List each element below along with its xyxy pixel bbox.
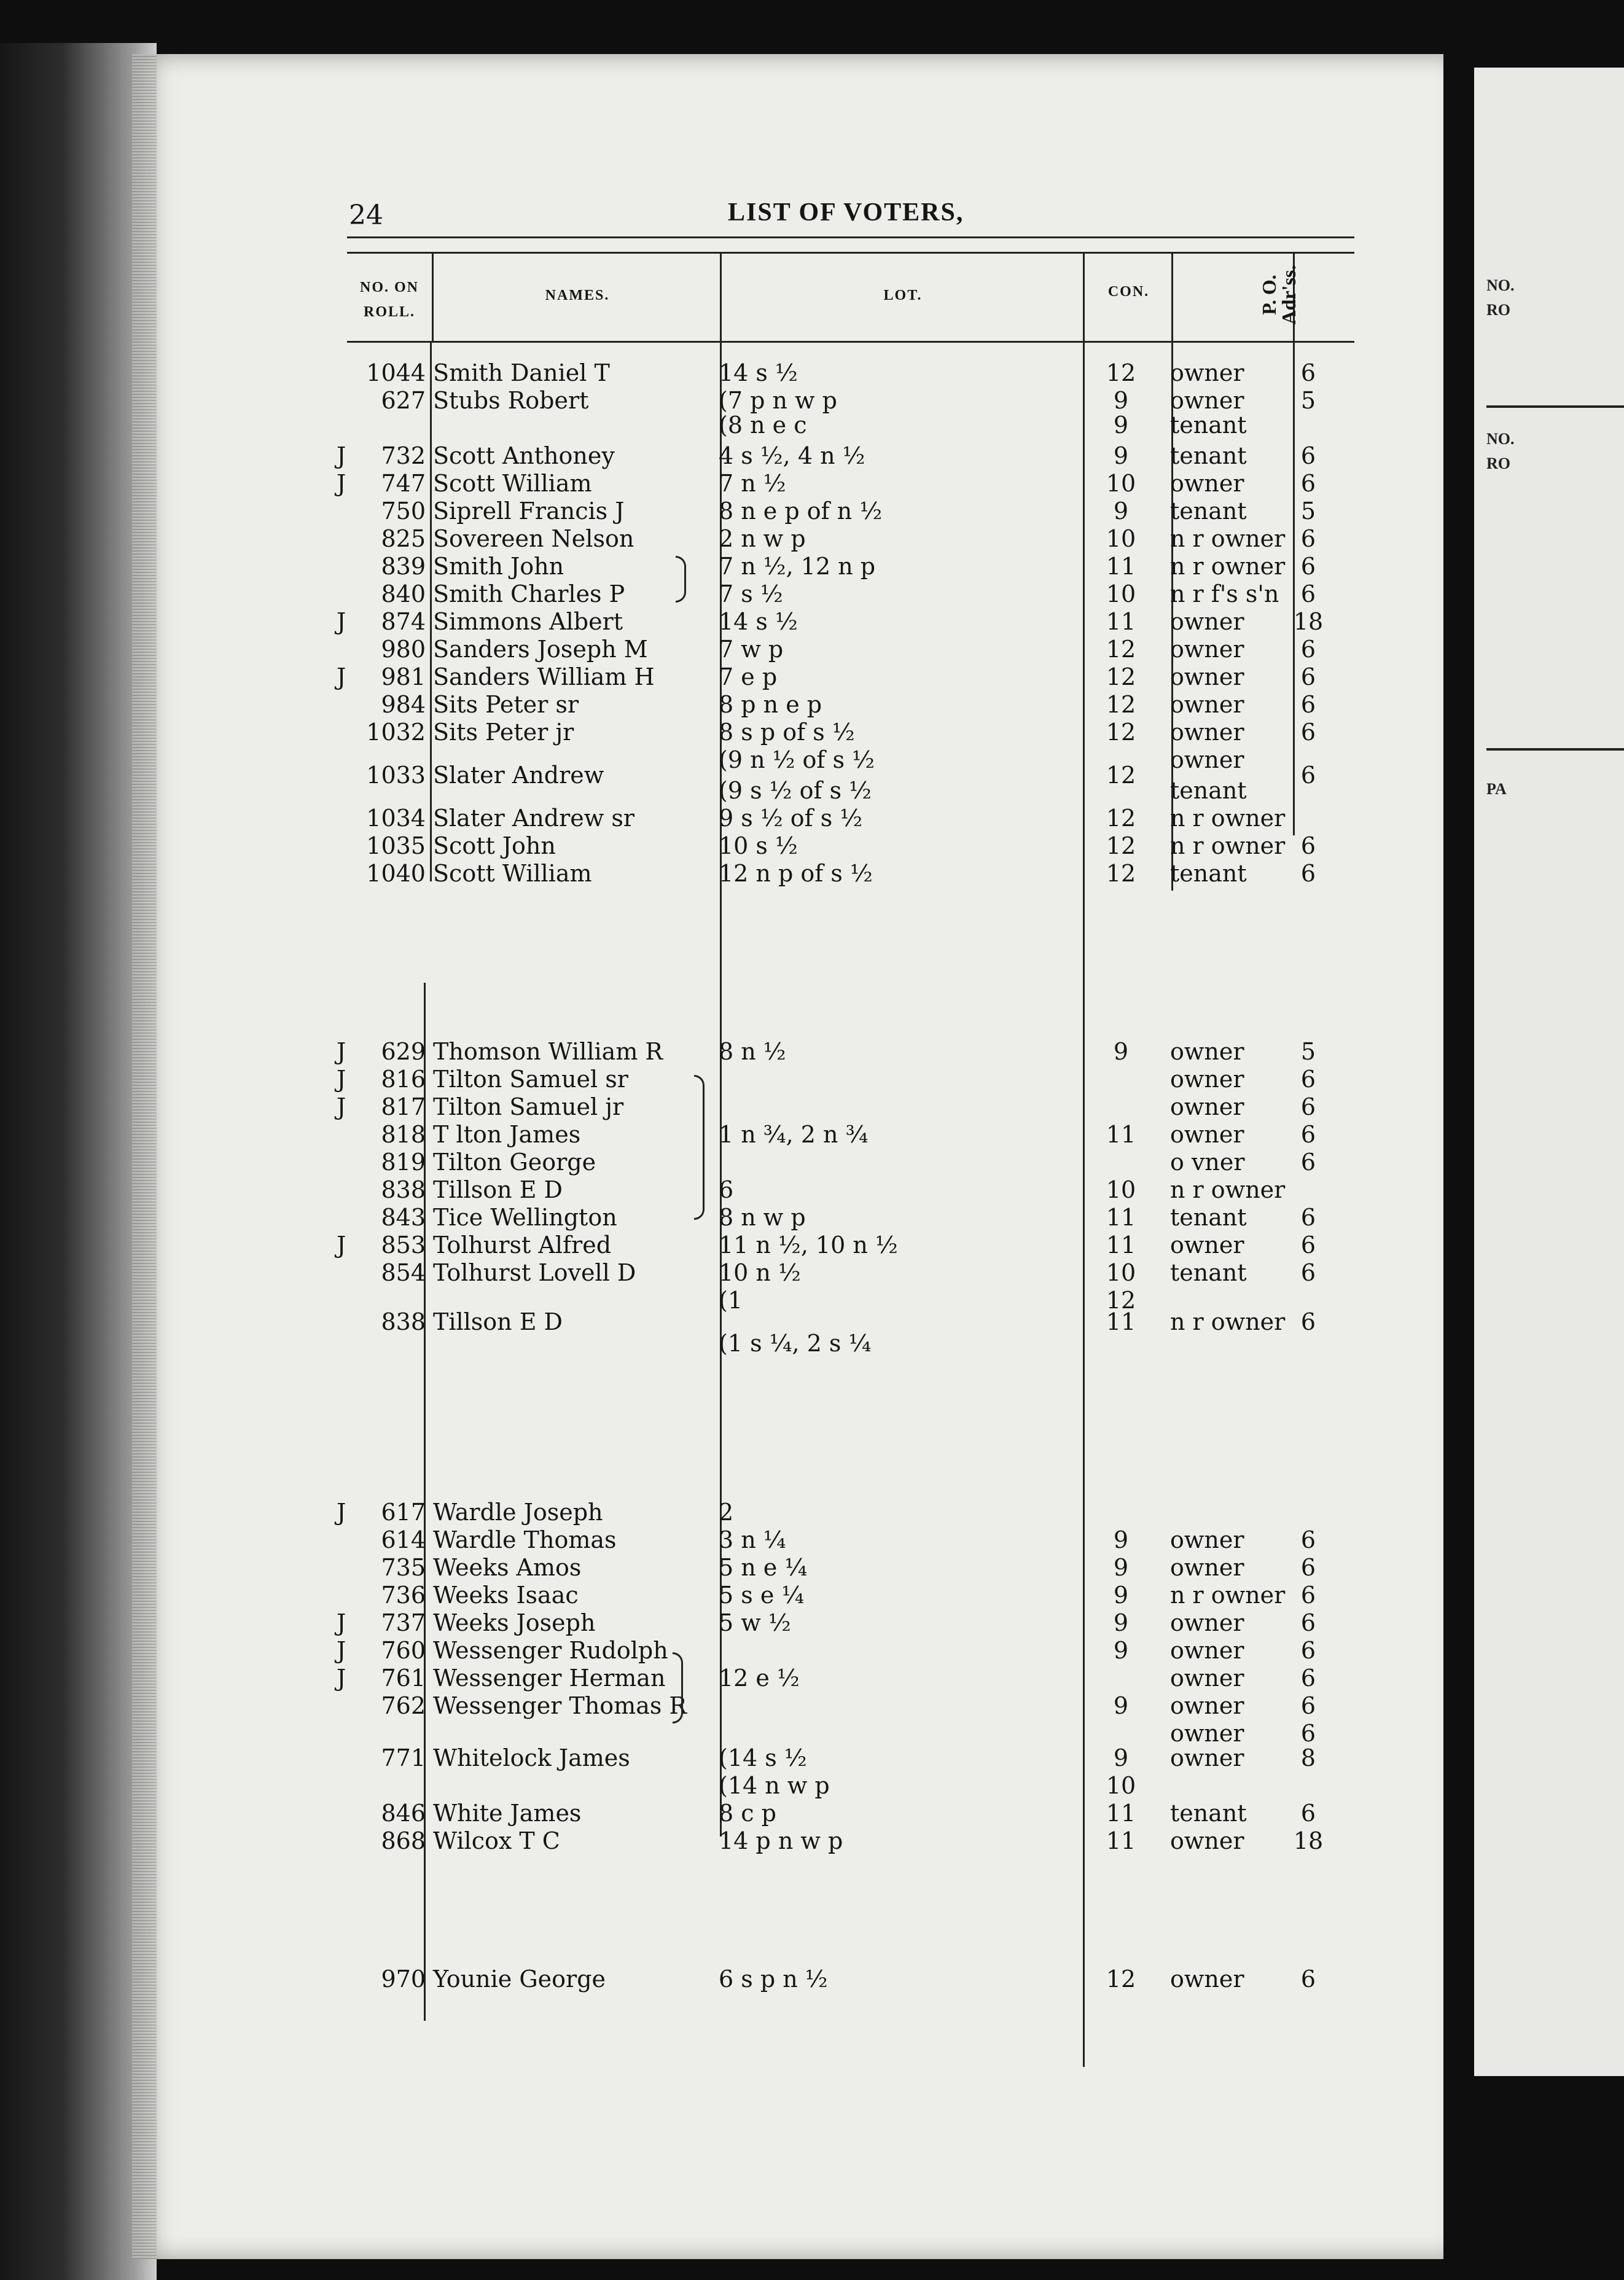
cell-name: Weeks Joseph [433,1609,596,1636]
cell-po: 6 [1300,1066,1316,1093]
cell-name: Tilton George [433,1149,596,1176]
cell-no: 627 [381,387,426,414]
cell-con: 11 [1106,553,1136,580]
cell-lot: (1 [719,1287,743,1314]
cell-no: 874 [381,608,426,635]
grouping-brace [673,1652,683,1724]
cell-no: 980 [381,636,426,663]
cell-no: 1033 [366,762,426,789]
cell-status: tenant [1170,1259,1247,1286]
cell-status: owner [1170,1827,1244,1854]
cell-no: 984 [381,691,426,718]
cell-lot: 6 s p n ½ [719,1966,828,1993]
cell-no: 771 [381,1744,426,1771]
cell-name: Wessenger Rudolph [433,1637,668,1664]
cell-no: 868 [381,1827,426,1854]
cell-name: Smith Charles P [433,580,625,607]
cell-con: 9 [1113,498,1129,525]
cell-status: owner [1170,1637,1244,1664]
cell-po: 6 [1300,1582,1316,1609]
cell-po: 6 [1300,1800,1316,1827]
cell-status: owner [1170,719,1244,746]
cell-lot: 5 n e ¼ [719,1554,808,1581]
cell-lot: 10 s ½ [719,832,798,859]
cell-po: 8 [1300,1744,1316,1771]
next-page-fragment: RO [1486,455,1510,472]
cell-lot: 7 n ½, 12 n p [719,553,876,580]
cell-status: owner [1170,1744,1244,1771]
cell-no: 760 [381,1637,426,1664]
cell-po: 6 [1300,1259,1316,1286]
cell-lot: (1 s ¼, 2 s ¼ [719,1330,872,1357]
cell-lot: 8 n w p [719,1204,806,1231]
cell-con: 12 [1106,762,1136,789]
cell-lot: 7 s ½ [719,580,783,607]
header-lot: LOT. [883,287,923,303]
cell-lot: 8 c p [719,1800,776,1827]
cell-con: 11 [1106,608,1136,635]
cell-po: 6 [1300,1720,1316,1747]
cell-con: 11 [1106,1308,1136,1335]
cell-name: Sits Peter jr [433,719,574,746]
cell-po: 6 [1300,832,1316,859]
cell-no: 825 [381,525,426,552]
cell-no: 1032 [366,719,426,746]
cell-name: Scott John [433,832,556,859]
cell-name: Smith John [433,553,564,580]
cell-po: 18 [1293,608,1324,635]
cell-con: 12 [1106,1966,1136,1993]
cell-status: owner [1170,1720,1244,1747]
cell-name: Wardle Thomas [433,1526,617,1553]
next-page-fragment: NO. [1486,430,1515,448]
cell-status: owner [1170,470,1244,497]
page-number: 24 [349,200,383,231]
cell-status: owner [1170,608,1244,635]
cell-status: owner [1170,1966,1244,1993]
cell-lot: 11 n ½, 10 n ½ [719,1232,898,1259]
cell-j: J [337,470,346,497]
cell-lot: 1 n ¾, 2 n ¾ [719,1121,869,1148]
cell-name: Tillson E D [433,1308,563,1335]
cell-po: 6 [1300,636,1316,663]
cell-no: 846 [381,1800,426,1827]
cell-no: 1034 [366,805,426,832]
cell-name: Wardle Joseph [433,1499,603,1526]
cell-con: 12 [1106,832,1136,859]
cell-lot: 12 e ½ [719,1665,800,1692]
next-page-fragment: RO [1486,301,1510,319]
cell-no: 819 [381,1149,426,1176]
cell-po: 6 [1300,1308,1316,1335]
cell-no: 816 [381,1066,426,1093]
cell-po: 5 [1300,387,1316,414]
cell-status: owner [1170,746,1244,773]
cell-po: 6 [1300,691,1316,718]
cell-status: tenant [1170,412,1247,439]
cell-no: 817 [381,1093,426,1120]
cell-con: 9 [1113,1554,1129,1581]
cell-po: 5 [1300,1038,1316,1065]
cell-con: 12 [1106,719,1136,746]
cell-status: tenant [1170,1800,1247,1827]
cell-po: 6 [1300,1121,1316,1148]
cell-no: 838 [381,1308,426,1335]
cell-con: 9 [1113,1582,1129,1609]
cell-no: 1040 [366,860,426,887]
cell-name: Weeks Amos [433,1554,582,1581]
cell-name: Stubs Robert [433,387,589,414]
cell-lot: (9 n ½ of s ½ [719,746,875,773]
cell-name: Wessenger Thomas R [433,1692,687,1719]
cell-status: n r owner [1170,1308,1286,1335]
cell-con: 10 [1106,1176,1136,1203]
cell-con: 9 [1113,1609,1129,1636]
cell-con: 11 [1106,1232,1136,1259]
cell-lot: 12 n p of s ½ [719,860,873,887]
cell-lot: 7 e p [719,663,778,690]
cell-po: 6 [1300,1093,1316,1120]
cell-con: 9 [1113,1526,1129,1553]
cell-status: owner [1170,1609,1244,1636]
cell-lot: 9 s ½ of s ½ [719,805,863,832]
cell-status: tenant [1170,1204,1247,1231]
cell-po: 6 [1300,663,1316,690]
cell-po: 5 [1300,498,1316,525]
cell-name: Slater Andrew [433,762,604,789]
column-divider [432,252,434,341]
column-divider [430,341,432,881]
cell-lot: 3 n ¼ [719,1526,786,1553]
cell-j: J [337,1499,346,1526]
grouping-brace [676,556,686,603]
header-names: NAMES. [545,287,610,303]
cell-con: 11 [1106,1204,1136,1231]
cell-con: 12 [1106,1287,1136,1314]
cell-po: 6 [1300,553,1316,580]
cell-po: 6 [1300,1204,1316,1231]
next-page-fragment: PA [1486,780,1507,798]
cell-status: n r owner [1170,1176,1286,1203]
cell-po: 6 [1300,1665,1316,1692]
cell-po: 18 [1293,1827,1324,1854]
next-page-fragment: NO. [1486,276,1515,294]
cell-con: 12 [1106,663,1136,690]
cell-j: J [337,1609,346,1636]
cell-name: Whitelock James [433,1744,630,1771]
cell-lot: 2 [719,1499,734,1526]
cell-con: 9 [1113,1744,1129,1771]
cell-lot: (8 n e c [719,412,807,439]
cell-status: owner [1170,1526,1244,1553]
cell-status: tenant [1170,777,1247,804]
cell-no: 840 [381,580,426,607]
cell-no: 732 [381,442,426,469]
column-divider [1083,252,1085,2067]
cell-no: 843 [381,1204,426,1231]
cell-j: J [337,1093,346,1120]
cell-status: owner [1170,691,1244,718]
cell-status: tenant [1170,442,1247,469]
cell-po: 6 [1300,1554,1316,1581]
cell-name: Sovereen Nelson [433,525,634,552]
next-page-edge [1474,68,1624,2076]
cell-name: Weeks Isaac [433,1582,579,1609]
cell-j: J [337,663,346,690]
cell-name: Slater Andrew sr [433,805,635,832]
cell-name: Scott William [433,860,592,887]
cell-con: 9 [1113,1038,1129,1065]
cell-lot: (14 n w p [719,1772,830,1799]
cell-name: Thomson William R [433,1038,663,1065]
cell-status: owner [1170,1038,1244,1065]
cell-lot: 5 w ½ [719,1609,791,1636]
cell-con: 12 [1106,860,1136,887]
cell-con: 10 [1106,1772,1136,1799]
cell-status: owner [1170,1665,1244,1692]
cell-po: 6 [1300,1526,1316,1553]
header-con: CON. [1107,284,1150,300]
cell-lot: 2 n w p [719,525,806,552]
cell-con: 10 [1106,470,1136,497]
grouping-brace [694,1075,705,1220]
cell-no: 981 [381,663,426,690]
cell-j: J [337,1637,346,1664]
cell-con: 9 [1113,412,1129,439]
header-bottom-rule [347,341,1354,343]
cell-po: 6 [1300,860,1316,887]
cell-status: tenant [1170,860,1247,887]
cell-no: 1035 [366,832,426,859]
cell-status: owner [1170,1554,1244,1581]
cell-no: 629 [381,1038,426,1065]
cell-con: 9 [1113,1692,1129,1719]
cell-lot: 14 s ½ [719,608,798,635]
cell-status: owner [1170,1093,1244,1120]
cell-j: J [337,1232,346,1259]
cell-lot: 8 s p of s ½ [719,719,855,746]
cell-no: 735 [381,1554,426,1581]
cell-lot: 8 p n e p [719,691,822,718]
cell-lot: (7 p n w p [719,387,837,414]
cell-po: 6 [1300,1637,1316,1664]
cell-po: 6 [1300,1609,1316,1636]
cell-con: 12 [1106,636,1136,663]
cell-con: 9 [1113,1637,1129,1664]
cell-con: 11 [1106,1121,1136,1148]
cell-lot: 14 s ½ [719,359,798,386]
cell-lot: 7 n ½ [719,470,786,497]
cell-con: 12 [1106,805,1136,832]
cell-con: 10 [1106,525,1136,552]
cell-con: 12 [1106,359,1136,386]
cell-status: owner [1170,359,1244,386]
cell-status: n r owner [1170,1582,1286,1609]
cell-lot: 8 n ½ [719,1038,786,1065]
cell-po: 6 [1300,525,1316,552]
cell-name: Tice Wellington [433,1204,617,1231]
cell-no: 617 [381,1499,426,1526]
cell-po: 6 [1300,580,1316,607]
cell-po: 6 [1300,1692,1316,1719]
cell-po: 6 [1300,719,1316,746]
next-page-rule [1486,405,1624,408]
cell-status: owner [1170,387,1244,414]
cell-status: owner [1170,663,1244,690]
cell-name: Younie George [433,1966,606,1993]
cell-con: 9 [1113,387,1129,414]
cell-name: Scott Anthoney [433,442,615,469]
cell-po: 6 [1300,359,1316,386]
cell-status: n r owner [1170,832,1286,859]
cell-name: White James [433,1800,582,1827]
cell-j: J [337,608,346,635]
cell-status: owner [1170,636,1244,663]
cell-j: J [337,442,346,469]
cell-lot: (14 s ½ [719,1744,807,1771]
cell-name: Tilton Samuel jr [433,1093,624,1120]
cell-j: J [337,1038,346,1065]
cell-status: tenant [1170,498,1247,525]
cell-status: owner [1170,1066,1244,1093]
cell-con: 10 [1106,580,1136,607]
cell-name: Tilton Samuel sr [433,1066,628,1093]
cell-po: 6 [1300,1149,1316,1176]
cell-no: 614 [381,1526,426,1553]
cell-name: T lton James [433,1121,581,1148]
cell-no: 854 [381,1259,426,1286]
cell-lot: 10 n ½ [719,1259,801,1286]
cell-name: Wilcox T C [433,1827,560,1854]
cell-name: Sits Peter sr [433,691,579,718]
cell-no: 750 [381,498,426,525]
cell-lot: 7 w p [719,636,784,663]
cell-name: Siprell Francis J [433,498,625,525]
cell-status: n r owner [1170,805,1286,832]
cell-lot: (9 s ½ of s ½ [719,777,872,804]
cell-name: Smith Daniel T [433,359,610,386]
cell-po: 6 [1300,470,1316,497]
cell-con: 10 [1106,1259,1136,1286]
cell-j: J [337,1665,346,1692]
cell-con: 9 [1113,442,1129,469]
cell-lot: 4 s ½, 4 n ½ [719,442,865,469]
cell-no: 1044 [366,359,426,386]
cell-name: Scott William [433,470,592,497]
cell-no: 818 [381,1121,426,1148]
cell-con: 11 [1106,1800,1136,1827]
cell-po: 6 [1300,1966,1316,1993]
cell-name: Tolhurst Lovell D [433,1259,636,1286]
cell-no: 747 [381,470,426,497]
header-no-on-roll: NO. ON ROLL. [360,279,419,320]
cell-po: 6 [1300,1232,1316,1259]
cell-status: o vner [1170,1149,1245,1176]
cell-status: n r owner [1170,553,1286,580]
header-po-address: P. O. Adr'ss. [1258,265,1300,325]
cell-status: owner [1170,1121,1244,1148]
cell-po: 6 [1300,762,1316,789]
cell-lot: 6 [719,1176,734,1203]
cell-name: Tolhurst Alfred [433,1232,612,1259]
cell-po: 6 [1300,442,1316,469]
cell-no: 761 [381,1665,426,1692]
cell-con: 11 [1106,1827,1136,1854]
cell-con: 12 [1106,691,1136,718]
cell-name: Wessenger Herman [433,1665,666,1692]
cell-no: 970 [381,1966,426,1993]
cell-name: Simmons Albert [433,608,623,635]
cell-status: n r f's s'n [1170,580,1279,607]
cell-name: Sanders Joseph M [433,636,648,663]
next-page-rule [1486,748,1624,751]
title-rule [347,236,1354,238]
cell-lot: 8 n e p of n ½ [719,498,883,525]
cell-status: owner [1170,1692,1244,1719]
cell-status: n r owner [1170,525,1286,552]
page-title: LIST OF VOTERS, [728,198,964,227]
cell-no: 839 [381,553,426,580]
cell-name: Tillson E D [433,1176,563,1203]
cell-no: 838 [381,1176,426,1203]
cell-j: J [337,1066,346,1093]
cell-name: Sanders William H [433,663,655,690]
cell-no: 736 [381,1582,426,1609]
cell-no: 853 [381,1232,426,1259]
cell-no: 762 [381,1692,426,1719]
cell-no: 737 [381,1609,426,1636]
cell-lot: 5 s e ¼ [719,1582,805,1609]
cell-status: owner [1170,1232,1244,1259]
cell-lot: 14 p n w p [719,1827,843,1854]
header-top-rule [347,252,1354,254]
